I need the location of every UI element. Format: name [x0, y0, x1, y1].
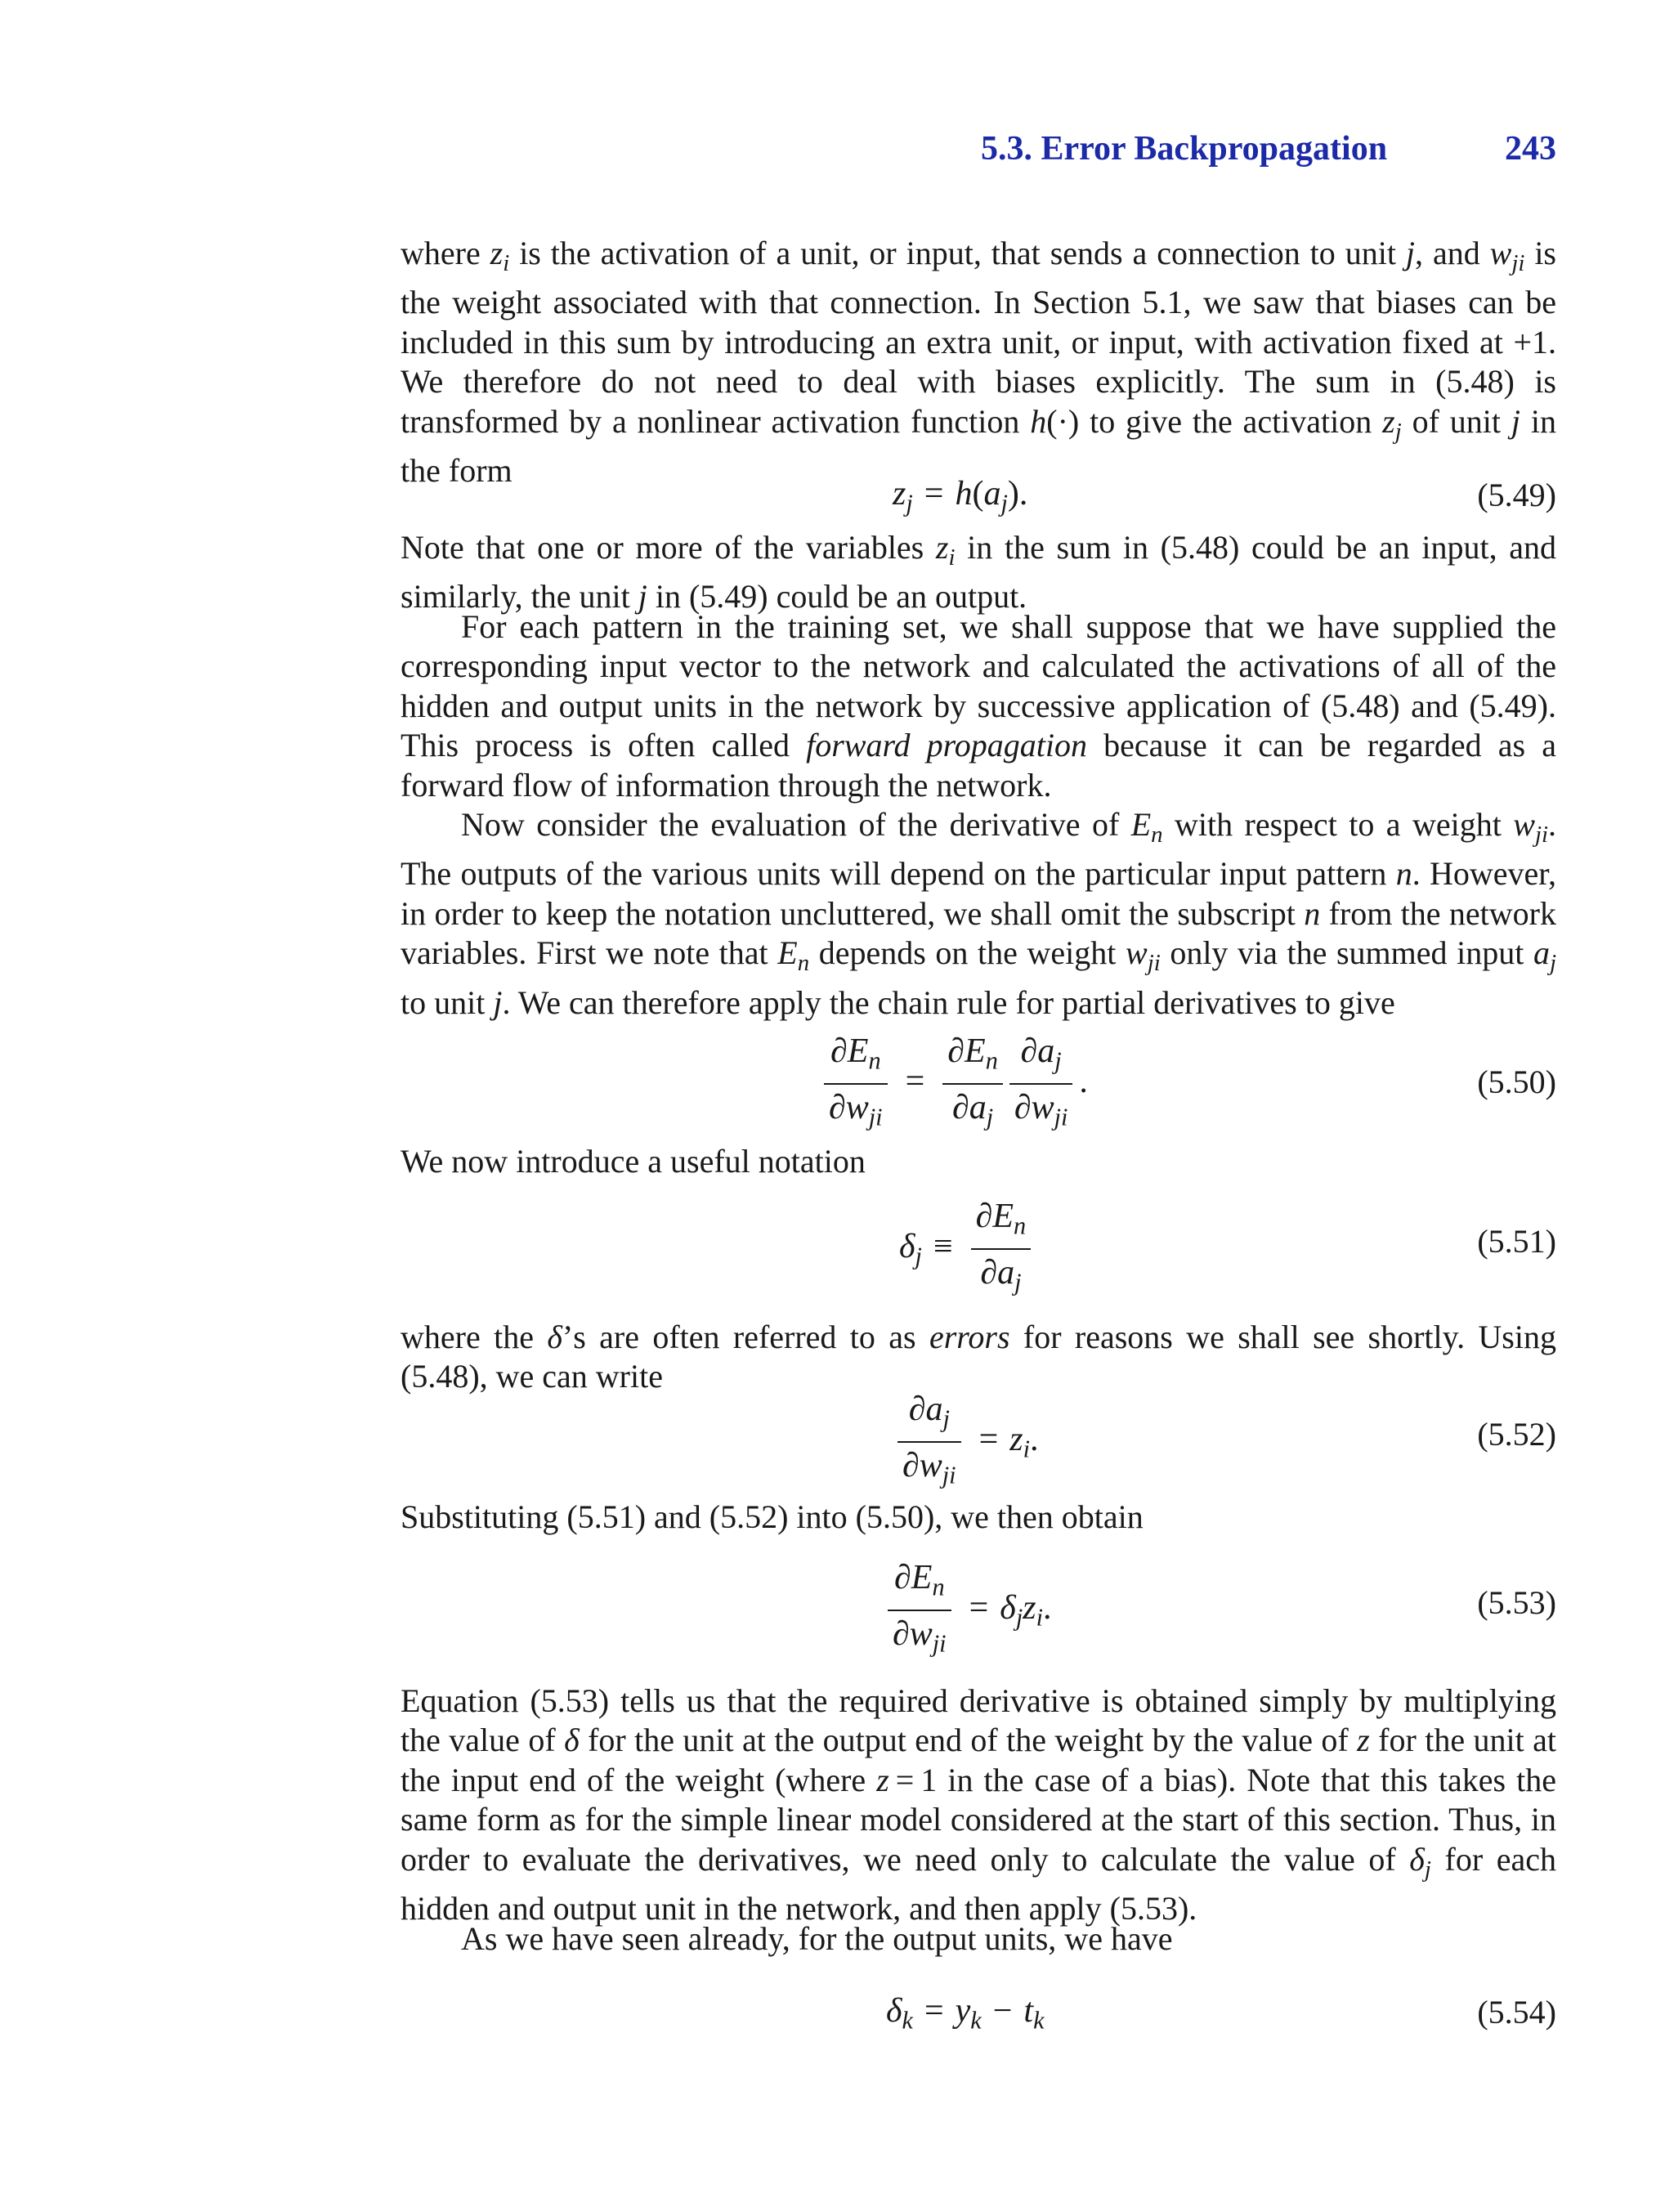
- paragraph-substituting: Substituting (5.51) and (5.52) into (5.50), we then obtain: [401, 1498, 1144, 1535]
- equation-number-5-53: (5.53): [1477, 1584, 1556, 1621]
- running-header-title: 5.3. Error Backpropagation: [981, 130, 1388, 168]
- equation-5-52: $\frac{\partial a_j}{\partial w_{ji}}$ = $z_i$.: [891, 1390, 1039, 1495]
- paragraph-notation-intro: We now introduce a useful notation: [401, 1143, 866, 1180]
- paragraph-activation-definition: where $z_i$ is the activation of a unit, or input, that sends a connection to unit j, and $w_{ji}$ is the weight associated with that connection. In Section 5.1, we saw that biases can be included in this sum by introducing an extra unit, or input, with activation fixed at +1. We therefore do not need to deal with biases explicitly. The sum in (5.48) is transformed by a nonlinear activation function h(·) to give the activation $z_j$ of unit j in the form: [401, 235, 1556, 490]
- equation-number-5-51: (5.51): [1477, 1223, 1556, 1260]
- equation-number-5-54: (5.54): [1477, 1994, 1556, 2031]
- paragraph-output-units: As we have seen already, for the output units, we have: [461, 1920, 1173, 1957]
- paragraph-errors: where the δ’s are often referred to as errors for reasons we shall see shortly. Using (5.48), we can write: [401, 1319, 1556, 1395]
- paragraph-variables-note: Note that one or more of the variables $z_i$ in the sum in (5.48) could be an input, and similarly, the unit j in (5.49) could be an output.: [401, 529, 1556, 616]
- equation-5-49: $z_j = h(a_j)$.: [893, 475, 1028, 517]
- paragraph-derivative-evaluation: Now consider the evaluation of the derivative of $E_n$ with respect to a weight $w_{ji}$. The outputs of the various units will depend on the particular input pattern n. However, in order to keep the notation uncluttered, we shall omit the subscript n from the network variables. First we note that $E_n$ depends on the weight $w_{ji}$ only via the summed input $a_j$ to unit j. We can therefore apply the chain rule for partial derivatives to give: [401, 806, 1557, 1021]
- paragraph-equation-interpretation: Equation (5.53) tells us that the required derivative is obtained simply by multiplying the value of δ for the unit at the output end of the weight by the value of z for the unit at the input end of the weight (where z = 1 in the case of a bias). Note that this takes the same form as for the simple linear model considered at the start of this section. Thus, in order to evaluate the derivatives, we need only to calculate the value of $\delta_j$ for each hidden and output unit in the network, and then apply (5.53).: [401, 1682, 1557, 1928]
- equation-5-54: $\delta_k = y_k - t_k$: [886, 1992, 1045, 2035]
- equation-5-51: $\delta_j$ ≡ $\frac{\partial E_n}{\partial a_j}$: [899, 1197, 1037, 1302]
- equation-5-53: $\frac{\partial E_n}{\partial w_{ji}}$ = $\delta_jz_i$.: [881, 1558, 1051, 1663]
- equation-5-50: $\frac{\partial E_n}{\partial w_{ji}}$ = $\frac{\partial E_n}{\partial a_j}$ $\frac{\partial a_j}{\partial w_{ji}}$ .: [817, 1032, 1088, 1137]
- equation-number-5-49: (5.49): [1477, 477, 1556, 513]
- paragraph-forward-propagation: For each pattern in the training set, we shall suppose that we have supplied the corresponding input vector to the network and calculated the activations of all of the hidden and output units in the network by successive application of (5.48) and (5.49). This process is often called forward propagation because it can be regarded as a forward flow of information through the network.: [401, 608, 1556, 804]
- equation-number-5-52: (5.52): [1477, 1416, 1556, 1453]
- page-number: 243: [1505, 130, 1556, 168]
- equation-number-5-50: (5.50): [1477, 1063, 1556, 1100]
